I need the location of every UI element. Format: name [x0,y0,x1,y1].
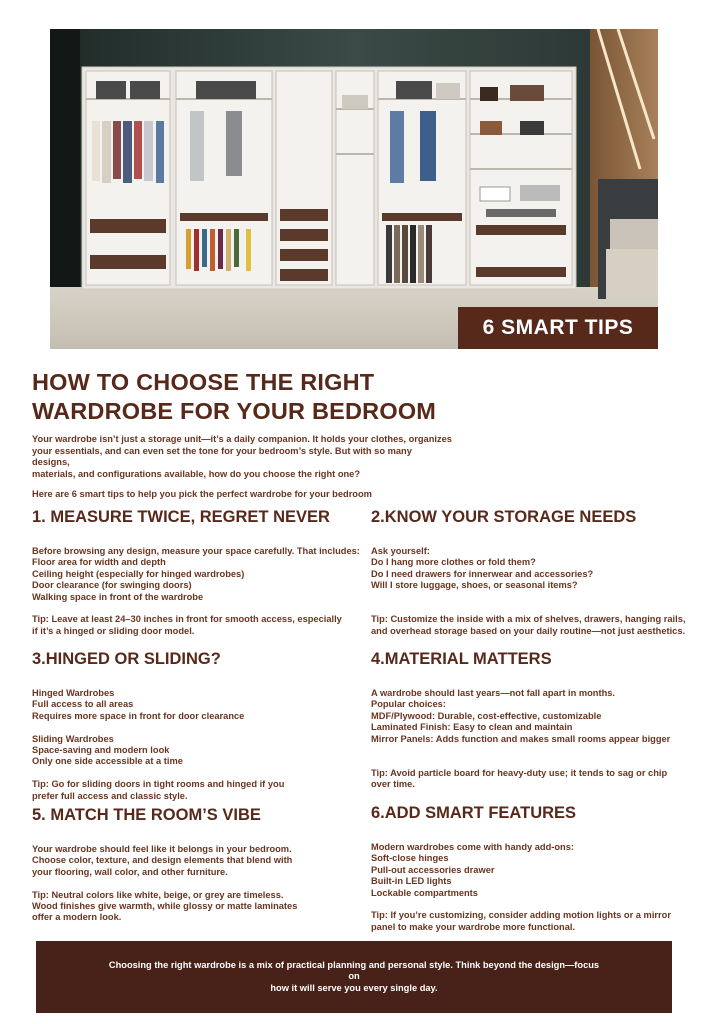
spacer [371,745,701,756]
section-line: Soft-close hinges [371,853,449,864]
section-line: Do I hang more clothes or fold them? [371,557,536,568]
section-line: over time. [371,779,415,790]
intro-line: your essentials, and can even set the tone for your bedroom’s style. But with so many designs, [32,445,412,468]
section-line: Lockable compartments [371,887,478,898]
spacer [371,899,701,910]
page-title [32,368,492,426]
spacer [32,768,362,779]
section-smart-features [371,803,701,933]
section-line: Your wardrobe should feel like it belongs in your bedroom. [32,844,292,854]
section-line: Modern wardrobes come with handy add-ons: [371,842,575,852]
section-line: Floor area for width and depth [32,557,166,568]
section-measure [32,507,362,637]
section-line: prefer full access and classic style. [32,790,188,801]
title-line-1: HOW TO CHOOSE THE RIGHT [32,369,375,395]
section-line: Sliding Wardrobes [32,733,114,744]
section-line: Tip: Go for sliding doors in tight rooms and hinged if you [32,779,285,790]
section-line: and overhead storage based on your daily routine—not just aesthetics. [371,625,686,636]
section-room-vibe [32,805,362,924]
spacer [371,756,701,767]
section-line: if it’s a hinged or sliding door model. [32,625,195,636]
intro-paragraph-2: Here are 6 smart tips to help you pick the perfect wardrobe for your bedroom [32,489,372,500]
section-heading: 1. MEASURE TWICE, REGRET NEVER [32,508,330,526]
section-line: offer a modern look. [32,912,122,923]
spacer [32,603,362,614]
spacer [32,878,362,889]
section-line: Walking space in front of the wardrobe [32,591,204,602]
section-heading: 3.HINGED OR SLIDING? [32,650,221,668]
section-heading: 6.ADD SMART FEATURES [371,804,577,822]
spacer [32,722,362,733]
section-line: Built-in LED lights [371,876,452,887]
section-line: Choose color, texture, and design elements that blend with [32,855,293,866]
section-line: Tip: Leave at least 24–30 inches in front for smooth access, especially [32,614,342,625]
section-line: Pull-out accessories drawer [371,864,495,875]
section-line: Do I need drawers for innerwear and accessories? [371,568,594,579]
section-line: your flooring, wall color, and other furniture. [32,866,228,877]
section-hinged-sliding [32,649,362,802]
intro-paragraph-1 [32,434,452,480]
section-line: Mirror Panels: Adds function and makes small rooms appear bigger [371,733,671,744]
section-line: Tip: Neutral colors like white, beige, or grey are timeless. [32,889,284,900]
section-line: panel to make your wardrobe more functional. [371,921,576,932]
intro [32,434,452,510]
spacer [371,592,701,603]
spacer [371,603,701,614]
section-storage-needs [371,507,701,637]
footer-line-1: Choosing the right wardrobe is a mix of practical planning and personal style. Think beyond the design—focus on [108,959,600,982]
section-line: Tip: Customize the inside with a mix of shelves, drawers, hanging rails, [371,614,686,625]
section-line: Will I store luggage, shoes, or seasonal items? [371,580,578,591]
footer-banner [36,941,672,1013]
section-line: Ask yourself: [371,546,430,556]
section-line: MDF/Plywood: Durable, cost-effective, customizable [371,710,602,721]
section-line: Wood finishes give warmth, while glossy or matte laminates [32,901,298,912]
section-line: A wardrobe should last years—not fall apart in months. [371,688,615,698]
section-line: Full access to all areas [32,699,134,710]
section-line: Popular choices: [371,699,446,710]
hero-image [50,29,658,349]
section-line: Requires more space in front for door clearance [32,710,245,721]
section-material [371,649,701,791]
title-line-2: WARDROBE FOR YOUR BEDROOM [32,398,437,424]
wardrobe-photo [50,29,658,349]
section-line: Tip: Avoid particle board for heavy-duty use; it tends to sag or chip [371,767,668,778]
section-line: Tip: If you’re customizing, consider adding motion lights or a mirror [371,910,671,921]
section-line: Only one side accessible at a time [32,756,183,767]
section-heading: 4.MATERIAL MATTERS [371,650,552,668]
footer-text [104,960,604,995]
section-heading: 2.KNOW YOUR STORAGE NEEDS [371,508,637,526]
footer-line-2: how it will serve you every single day. [270,982,438,993]
section-line: Before browsing any design, measure your space carefully. That includes: [32,546,360,556]
smart-tips-badge: 6 SMART TIPS [458,307,658,349]
section-heading: 5. MATCH THE ROOM’S VIBE [32,806,261,824]
section-line: Laminated Finish: Easy to clean and maintain [371,722,573,733]
section-line: Hinged Wardrobes [32,688,115,698]
section-line: Space-saving and modern look [32,745,170,756]
section-line: Door clearance (for swinging doors) [32,580,192,591]
intro-line: materials, and configurations available, how do you choose the right one? [32,468,361,479]
intro-line: Your wardrobe isn’t just a storage unit—it’s a daily companion. It holds your clothes, organizes [32,434,452,444]
section-line: Ceiling height (especially for hinged wardrobes) [32,568,245,579]
